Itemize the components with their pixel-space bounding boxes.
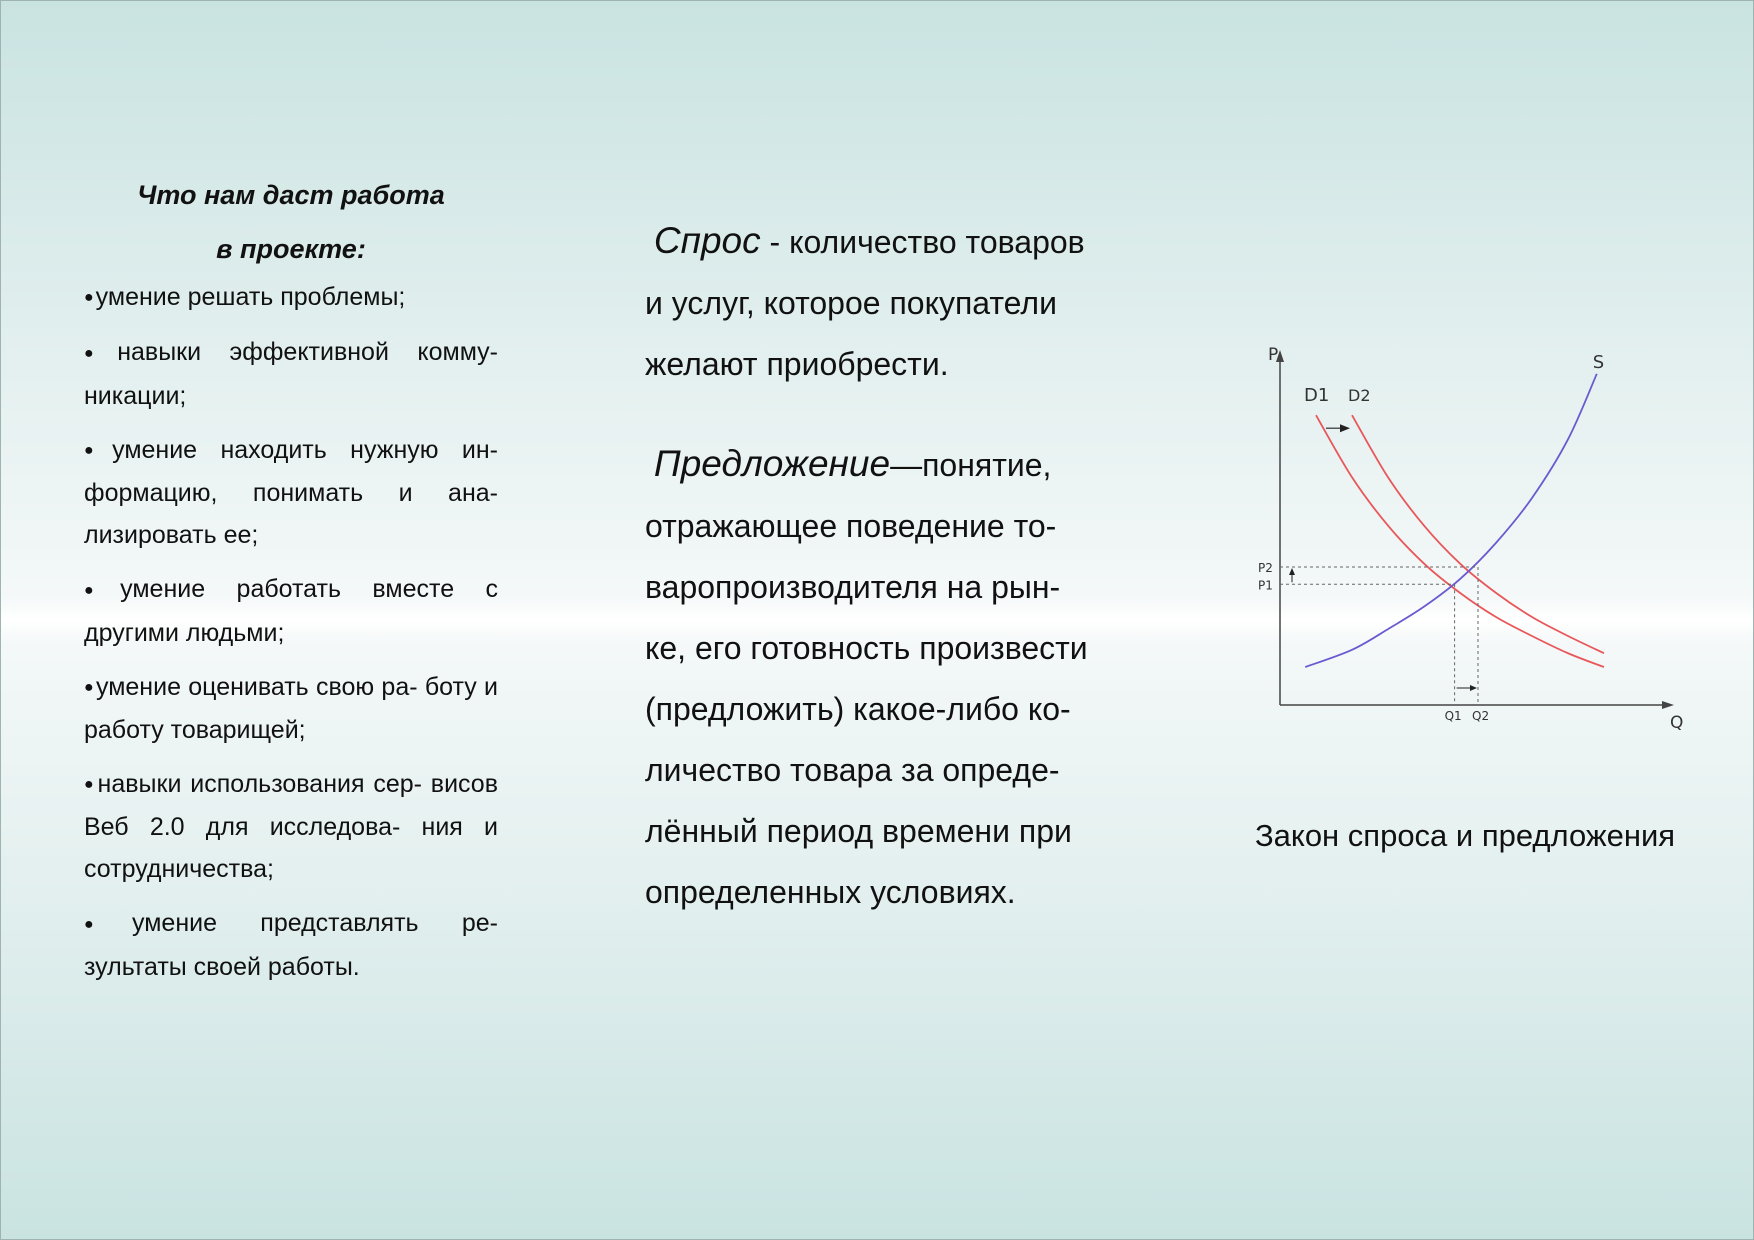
p2-tick-label: P2 [1258, 561, 1273, 575]
list-item [84, 276, 498, 319]
list-item-text: навыки эффективной комму- никации; [84, 338, 498, 410]
benefits-heading-line2: в проекте: [216, 234, 366, 264]
list-item [84, 568, 498, 653]
benefits-list [84, 276, 498, 988]
bullet-icon: ● [84, 289, 94, 307]
supply-demand-chart [1220, 340, 1684, 740]
demand-term: Спрос [653, 220, 761, 261]
definitions-column [645, 210, 1105, 923]
bullet-icon: ● [84, 776, 96, 794]
series-label-d2: D2 [1348, 386, 1371, 406]
demand-definition [645, 210, 1105, 395]
list-item-text: умение оценивать свою ра- боту и работу товарищей; [84, 672, 498, 744]
series-label-d1: D1 [1304, 385, 1330, 407]
series-label-s: S [1592, 351, 1605, 373]
list-item-text: умение представлять ре- зультаты своей работы. [84, 909, 498, 981]
y-axis-label: P [1268, 345, 1279, 365]
supply-text: —понятие, отражающее поведение то- варопроизводителя на рын- ке, его готовность произвести (предложить) какое-либо ко- личество товара за опреде- лённый период времени при определенных условиях. [645, 447, 1088, 910]
q2-tick-label: Q2 [1472, 709, 1490, 723]
chart-caption: Закон спроса и предложения [1254, 818, 1676, 853]
bullet-icon: ● [84, 915, 131, 933]
benefits-heading-line1: Что нам даст работа [137, 180, 445, 210]
quantity-right-arrow-icon [1470, 685, 1477, 691]
list-item [84, 902, 498, 987]
bullet-icon: ● [84, 344, 116, 362]
shift-arrow-icon [1340, 424, 1350, 432]
q1-tick-label: Q1 [1444, 709, 1462, 723]
list-item [84, 331, 498, 416]
supply-term: Предложение [653, 443, 891, 484]
bullet-icon: ● [84, 678, 94, 696]
bullet-icon: ● [84, 581, 119, 599]
bullet-icon: ● [84, 442, 111, 460]
x-axis-label: Q [1670, 713, 1684, 733]
list-item-text: навыки использования сер- висов Веб 2.0 для исследова- ния и сотрудничества; [84, 769, 498, 884]
list-item [84, 666, 498, 751]
list-item-text: умение работать вместе с другими людьми; [84, 575, 499, 647]
list-item [84, 429, 498, 556]
list-item-text: умение решать проблемы; [95, 283, 406, 311]
list-item [84, 763, 498, 890]
list-item-text: умение находить нужную ин- формацию, понимать и ана- лизировать ее; [84, 435, 498, 550]
demand-text: - количество товаров и услуг, которое покупатели желают приобрести. [645, 224, 1085, 382]
benefits-column [84, 168, 498, 1000]
p1-tick-label: P1 [1258, 578, 1273, 593]
series-line-s [1305, 374, 1597, 667]
price-up-arrow-icon [1289, 568, 1295, 575]
supply-definition [645, 433, 1105, 923]
